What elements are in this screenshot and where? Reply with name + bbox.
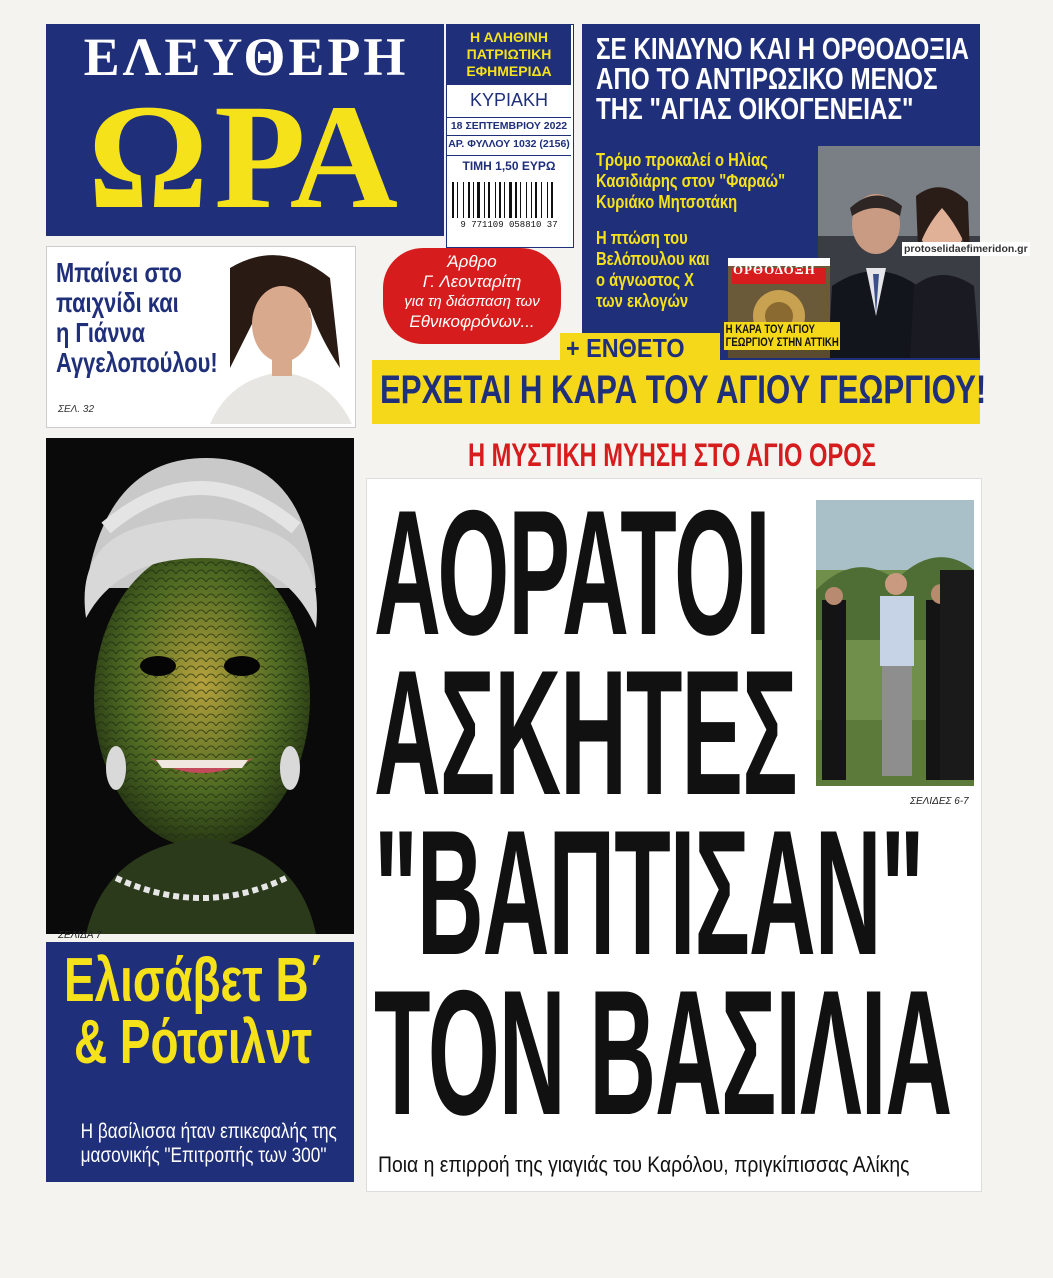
headline-line: η Γιάννα: [56, 317, 146, 348]
tagline-line: ΕΦΗΜΕΡΙΔΑ: [466, 63, 552, 79]
headline-line: Ελισάβετ Β΄: [64, 946, 324, 1015]
main-subheadline: Ποια η επιρροή της γιαγιάς του Καρόλου, πριγκίπισσας Αλίκης: [378, 1152, 910, 1177]
barcode-bar: [499, 182, 501, 218]
barcode-bar: [463, 182, 464, 218]
issue-day: ΚΥΡΙΑΚΗ: [469, 90, 549, 110]
main-story-kicker: Η ΜΥΣΤΙΚΗ ΜΥΗΣΗ ΣΤΟ ΑΓΙΟ ΟΡΟΣ: [468, 437, 876, 473]
barcode-bar: [457, 182, 458, 218]
tagline-line: ΠΑΤΡΙΩΤΙΚΗ: [466, 46, 552, 62]
angelopoulou-headline: [56, 258, 263, 378]
magazine-caption: [724, 322, 840, 350]
masthead-title-main: ΩΡΑ: [87, 74, 405, 240]
bubble-line: Άρθρο: [447, 252, 497, 271]
barcode-bar: [535, 182, 537, 218]
barcode-bar: [531, 182, 532, 218]
issue-number: ΑΡ. ΦΥΛΛΟΥ 1032 (2156): [447, 135, 571, 150]
main-headline-line: "ΒΑΠΤΙΣΑΝ": [374, 793, 924, 992]
magazine-caption-line: Η ΚΑΡΑ ΤΟΥ ΑΓΙΟΥ: [725, 322, 815, 336]
barcode-bar: [515, 182, 517, 218]
barcode-bar: [468, 182, 470, 218]
barcode-bar: [520, 182, 521, 218]
barcode-bar: [547, 182, 548, 218]
insert-banner-text: ΕΡΧΕΤΑΙ Η ΚΑΡΑ ΤΟΥ ΑΓΙΟΥ ΓΕΩΡΓΙΟΥ!: [380, 368, 987, 412]
barcode-bar: [541, 182, 542, 218]
teaser-line: Βελόπουλου και: [596, 249, 710, 269]
barcode-bar: [504, 182, 505, 218]
page-reference: ΣΕΛ. 32: [58, 404, 95, 415]
barcode-bar: [509, 182, 512, 218]
bubble-line: Εθνικοφρόνων...: [409, 312, 535, 331]
headline-line: ΣΕ ΚΙΝΔΥΝΟ ΚΑΙ Η ΟΡΘΟΔΟΞΙΑ: [596, 31, 970, 66]
barcode-bar: [495, 182, 496, 218]
headline-line: Αγγελοπούλου!: [56, 347, 218, 378]
insert-label: + ΕΝΘΕΤΟ: [566, 333, 685, 363]
barcode-number: 9 771109 058810 37: [460, 220, 558, 230]
barcode-bar: [477, 182, 480, 218]
headline-line: & Ρότσιλντ: [74, 1008, 313, 1077]
barcode-bar: [452, 182, 454, 218]
teaser-line: ο άγνωστος Χ: [596, 270, 694, 290]
barcode: [452, 182, 566, 218]
barcode-bar: [551, 182, 553, 218]
teaser-line: των εκλογών: [596, 291, 689, 311]
main-headline-line: ΤΟΝ ΒΑΣΙΛΙΑ: [374, 953, 952, 1152]
barcode-bar: [488, 182, 490, 218]
headline-line: ΤΗΣ "ΑΓΙΑΣ ΟΙΚΟΓΕΝΕΙΑΣ": [596, 91, 914, 126]
page-reference: ΣΕΛΙΔΑ 7: [58, 930, 102, 941]
monks-photo: [816, 500, 974, 786]
teaser-line: Κασιδιάρης στον "Φαραώ": [596, 171, 786, 191]
orthodoxy-headline: [596, 31, 1053, 126]
subheadline-line: Η βασίλισσα ήταν επικεφαλής της: [80, 1120, 337, 1143]
tagline-line: Η ΑΛΗΘΙΝΗ: [469, 29, 549, 45]
tagline-box: [447, 25, 571, 85]
bubble-line: για τη διάσπαση των: [404, 293, 540, 310]
teaser-line: Η πτώση του: [596, 228, 688, 248]
headline-line: Μπαίνει στο: [56, 257, 182, 288]
magazine-masthead: ΟΡΘΟΔΟΞΗ: [733, 262, 816, 277]
velopoulos-teaser: [596, 228, 734, 312]
main-headline-line: ΑΣΚΗΤΕΣ: [374, 633, 797, 832]
magazine-caption-line: ΓΕΩΡΓΙΟΥ ΣΤΗΝ ΑΤΤΙΚΗ: [725, 335, 839, 349]
barcode-bar: [526, 182, 527, 218]
subheadline-line: μασονικής "Επιτροπής των 300": [80, 1144, 327, 1167]
main-headline-line: ΑΟΡΑΤΟΙ: [374, 473, 770, 672]
issue-price: ΤΙΜΗ 1,50 ΕΥΡΩ: [447, 155, 571, 173]
teaser-line: Τρόμο προκαλεί ο Ηλίας: [596, 150, 768, 170]
masthead-title-top: ΕΛΕΥΘΕΡΗ: [83, 27, 409, 87]
teaser-line: Κυριάκο Μητσοτάκη: [596, 192, 738, 212]
queen-illustration: [46, 438, 354, 934]
barcode-bar: [473, 182, 474, 218]
queen-subheadline: [54, 1120, 350, 1168]
headline-line: ΑΠΟ ΤΟ ΑΝΤΙΡΩΣΙΚΟ ΜΕΝΟΣ: [596, 61, 938, 96]
watermark: protoselidaefimeridon.gr: [904, 243, 1028, 255]
headline-line: παιχνίδι και: [56, 287, 179, 318]
queen-headline: [54, 946, 415, 1077]
kasidiaris-teaser: [596, 150, 827, 213]
bubble-line: Γ. Λεονταρίτη: [422, 272, 522, 291]
issue-date: 18 ΣΕΠΤΕΜΒΡΙΟΥ 2022: [447, 117, 571, 132]
barcode-bar: [484, 182, 485, 218]
page-reference: ΣΕΛΙΔΕΣ 6-7: [910, 796, 969, 807]
